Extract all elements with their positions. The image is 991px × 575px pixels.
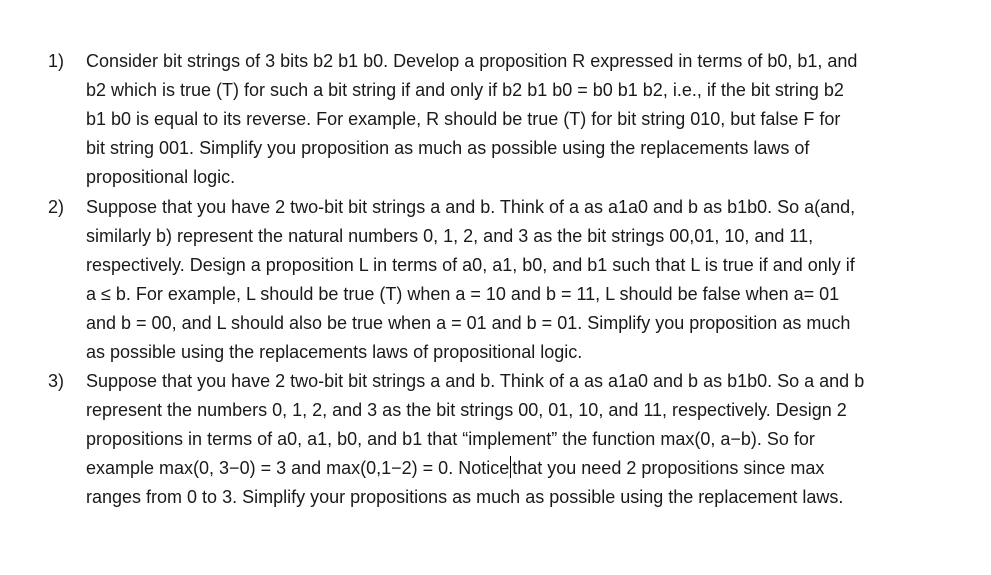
question-text-line: Suppose that you have 2 two-bit bit strings a and b. Think of a as a1a0 and b as b1b0. So a(and, xyxy=(86,197,856,217)
question-text-line: as possible using the replacements laws of propositional logic. xyxy=(86,342,583,362)
question-text-line: respectively. Design a proposition L in terms of a0, a1, b0, and b1 such that L is true if and only if xyxy=(86,255,855,275)
question-text-line-with-cursor[interactable] xyxy=(86,454,824,483)
question-text-line: represent the numbers 0, 1, 2, and 3 as the bit strings 00, 01, 10, and 11, respectively. Design 2 xyxy=(86,400,847,420)
question-number: 2) xyxy=(48,197,65,217)
question-text-fragment: that you need 2 propositions since max xyxy=(512,458,825,478)
question-text-line: and b = 00, and L should also be true when a = 01 and b = 01. Simplify you proposition as much xyxy=(86,313,851,333)
question-text-line: Consider bit strings of 3 bits b2 b1 b0. Develop a proposition R expressed in terms of b0, b1, and xyxy=(86,51,858,71)
question-text-line: propositions in terms of a0, a1, b0, and b1 that “implement” the function max(0, a−b). So for xyxy=(86,429,815,449)
question-number: 1) xyxy=(48,51,65,71)
question-text-line: bit string 001. Simplify you proposition as much as possible using the replacements laws of xyxy=(86,138,810,158)
question-text-line: Suppose that you have 2 two-bit bit strings a and b. Think of a as a1a0 and b as b1b0. So a and b xyxy=(86,371,865,391)
question-text-line: ranges from 0 to 3. Simplify your propositions as much as possible using the replacement laws. xyxy=(86,487,844,507)
question-text-line: b1 b0 is equal to its reverse. For example, R should be true (T) for bit string 010, but false F for xyxy=(86,109,841,129)
question-number: 3) xyxy=(48,371,65,391)
question-text-line: propositional logic. xyxy=(86,167,236,187)
question-text-line: similarly b) represent the natural numbers 0, 1, 2, and 3 as the bit strings 00,01, 10, and 11, xyxy=(86,226,814,246)
question-text-line: b2 which is true (T) for such a bit string if and only if b2 b1 b0 = b0 b1 b2, i.e., if the bit string b2 xyxy=(86,80,844,100)
question-text-line: a ≤ b. For example, L should be true (T) when a = 10 and b = 11, L should be false when a= 01 xyxy=(86,284,840,304)
question-text-fragment: example max(0, 3−0) = 3 and max(0,1−2) = 0. Notice xyxy=(86,458,510,478)
